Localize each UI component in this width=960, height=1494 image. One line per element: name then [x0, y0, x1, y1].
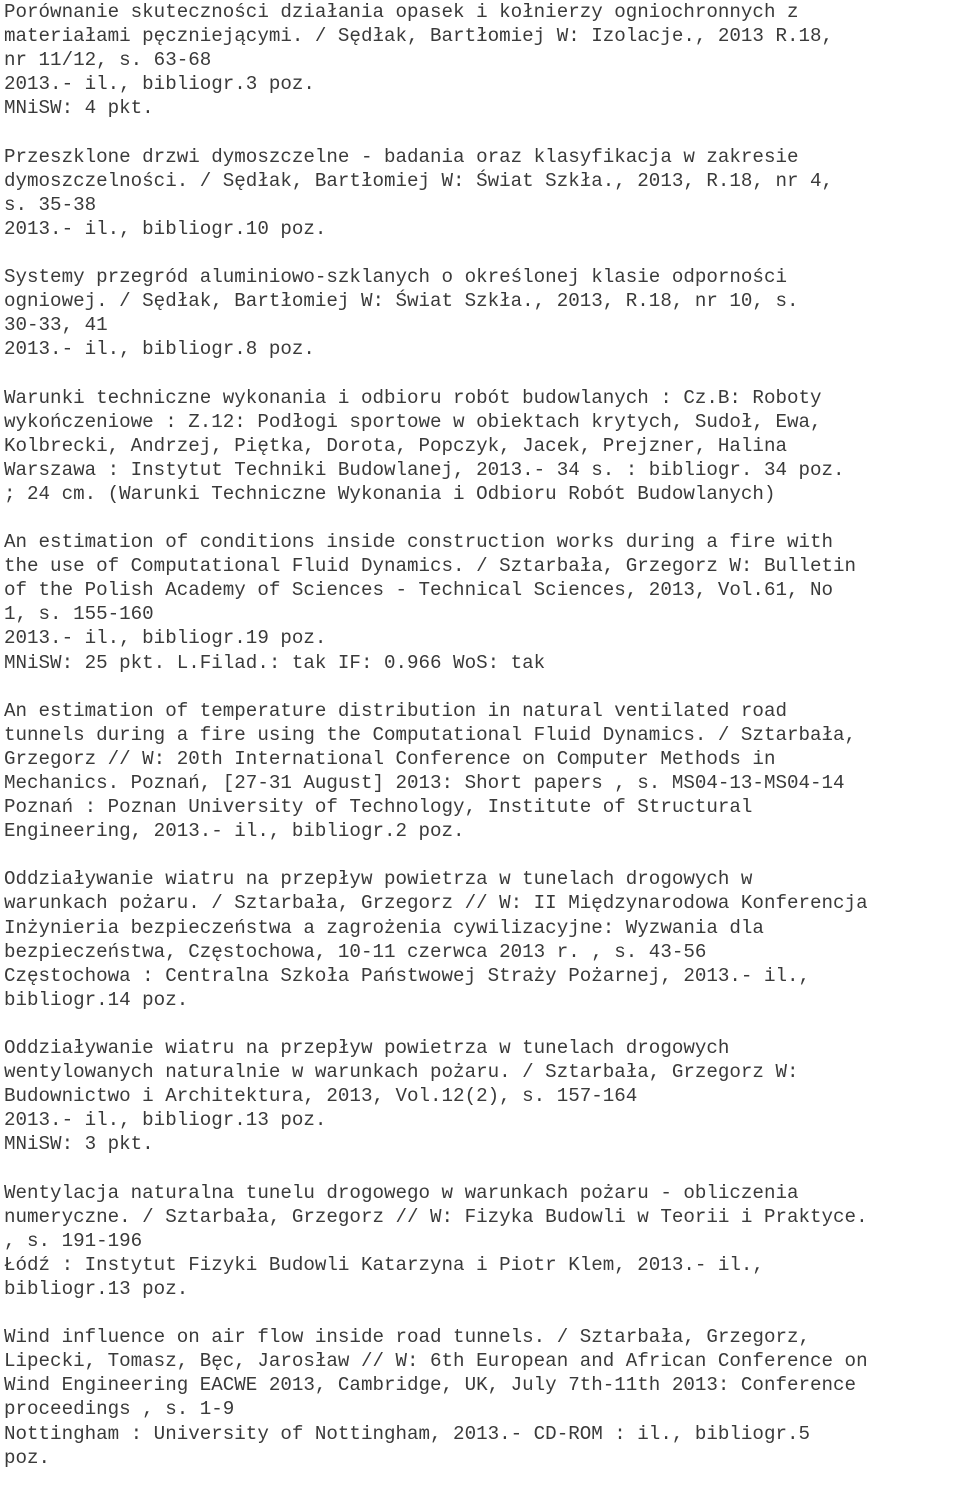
entry-line: numeryczne. / Sztarbała, Grzegorz // W: Fizyka Budowli w Teorii i Praktyce. — [4, 1205, 868, 1228]
bibliography-entry — [4, 699, 960, 844]
entry-line: ; 24 cm. (Warunki Techniczne Wykonania i Odbioru Robót Budowlanych) — [4, 482, 776, 505]
entry-line: Systemy przegród aluminiowo-szklanych o określonej klasie odporności — [4, 266, 787, 289]
entry-line: nr 11/12, s. 63-68 — [4, 49, 212, 72]
bibliography-entry — [4, 145, 960, 241]
entry-line: Kolbrecki, Andrzej, Piętka, Dorota, Popczyk, Jacek, Prejzner, Halina — [4, 434, 787, 457]
entry-line: 2013.- il., bibliogr.19 poz. — [4, 627, 327, 650]
entry-line: Nottingham : University of Nottingham, 2013.- CD-ROM : il., bibliogr.5 — [4, 1422, 811, 1445]
bibliography-list — [4, 0, 960, 1494]
entry-line: Mechanics. Poznań, [27-31 August] 2013: Short papers , s. MS04-13-MS04-14 — [4, 772, 845, 794]
entry-line: ogniowej. / Sędłak, Bartłomiej W: Świat Szkła., 2013, R.18, nr 10, s. — [4, 290, 799, 313]
bibliography-entry — [4, 867, 960, 1012]
entry-line: Engineering, 2013.- il., bibliogr.2 poz. — [4, 820, 465, 843]
entry-line: materiałami pęczniejącymi. / Sędłak, Bartłomiej W: Izolacje., 2013 R.18, — [4, 25, 834, 48]
bibliography-entry — [4, 1036, 960, 1156]
bibliography-entry — [4, 1181, 960, 1301]
entry-line: wentylowanych naturalnie w warunkach pożaru. / Sztarbała, Grzegorz W: — [4, 1061, 799, 1084]
entry-line: bezpieczeństwa, Częstochowa, 10-11 czerwca 2013 r. , s. 43-56 — [4, 940, 707, 963]
entry-line: Lipecki, Tomasz, Bęc, Jarosław // W: 6th European and African Conference on — [4, 1350, 868, 1373]
entry-line: 2013.- il., bibliogr.3 poz. — [4, 73, 315, 96]
entry-line: Wind influence on air flow inside road tunnels. / Sztarbała, Grzegorz, — [4, 1326, 811, 1349]
entry-line: poz. — [4, 1446, 51, 1469]
entry-line: bibliogr.13 poz. — [4, 1277, 189, 1300]
entry-line: 2013.- il., bibliogr.8 poz. — [4, 338, 315, 361]
bibliography-entry — [4, 1325, 960, 1470]
entry-line: dymoszczelności. / Sędłak, Bartłomiej W: Świat Szkła., 2013, R.18, nr 4, — [4, 169, 834, 192]
entry-line: wykończeniowe : Z.12: Podłogi sportowe w obiektach krytych, Sudoł, Ewa, — [4, 410, 822, 433]
entry-line: Inżynieria bezpieczeństwa a zagrożenia cywilizacyjne: Wyzwania dla — [4, 916, 764, 939]
entry-line: An estimation of temperature distribution in natural ventilated road — [4, 699, 787, 722]
entry-line: Budownictwo i Architektura, 2013, Vol.12(2), s. 157-164 — [4, 1085, 638, 1108]
entry-line: Oddziaływanie wiatru na przepływ powietrza w tunelach drogowych w — [4, 868, 753, 891]
entry-line: warunkach pożaru. / Sztarbała, Grzegorz // W: II Międzynarodowa Konferencja — [4, 892, 868, 915]
entry-line: Częstochowa : Centralna Szkoła Państwowej Straży Pożarnej, 2013.- il., — [4, 964, 811, 987]
entry-line: Warszawa : Instytut Techniki Budowlanej, 2013.- 34 s. : bibliogr. 34 poz. — [4, 458, 845, 481]
entry-line: Warunki techniczne wykonania i odbioru robót budowlanych : Cz.B: Roboty — [4, 386, 822, 409]
bibliography-entry — [4, 530, 960, 675]
entry-line: of the Polish Academy of Sciences - Technical Sciences, 2013, Vol.61, No — [4, 579, 834, 602]
entry-line: An estimation of conditions inside construction works during a fire with — [4, 531, 834, 554]
entry-line: , s. 191-196 — [4, 1229, 143, 1252]
entry-line: bibliogr.14 poz. — [4, 988, 189, 1011]
entry-line: proceedings , s. 1-9 — [4, 1398, 235, 1421]
entry-line: Grzegorz // W: 20th International Conference on Computer Methods in — [4, 747, 776, 770]
entry-line: MNiSW: 25 pkt. L.Filad.: tak IF: 0.966 WoS: tak — [4, 651, 546, 674]
entry-line: 30-33, 41 — [4, 314, 108, 337]
bibliography-entry — [4, 0, 960, 120]
entry-line: s. 35-38 — [4, 193, 97, 216]
entry-line: Łódź : Instytut Fizyki Budowli Katarzyna i Piotr Klem, 2013.- il., — [4, 1253, 764, 1276]
bibliography-entry — [4, 386, 960, 506]
entry-line: tunnels during a fire using the Computational Fluid Dynamics. / Sztarbała, — [4, 723, 857, 746]
entry-line: 2013.- il., bibliogr.13 poz. — [4, 1109, 327, 1132]
entry-line: Wentylacja naturalna tunelu drogowego w warunkach pożaru - obliczenia — [4, 1181, 799, 1204]
entry-line: Wind Engineering EACWE 2013, Cambridge, UK, July 7th-11th 2013: Conference — [4, 1374, 857, 1397]
bibliography-entry — [4, 265, 960, 361]
entry-line: MNiSW: 4 pkt. — [4, 97, 154, 120]
entry-line: Porównanie skuteczności działania opasek i kołnierzy ogniochronnych z — [4, 1, 799, 23]
entry-line: MNiSW: 3 pkt. — [4, 1133, 154, 1156]
entry-line: Poznań : Poznan University of Technology, Institute of Structural — [4, 796, 753, 819]
entry-line: the use of Computational Fluid Dynamics. / Sztarbała, Grzegorz W: Bulletin — [4, 555, 857, 578]
entry-line: Oddziaływanie wiatru na przepływ powietrza w tunelach drogowych — [4, 1037, 730, 1060]
entry-line: 2013.- il., bibliogr.10 poz. — [4, 217, 327, 240]
entry-line: 1, s. 155-160 — [4, 603, 154, 626]
entry-line: Przeszklone drzwi dymoszczelne - badania oraz klasyfikacja w zakresie — [4, 145, 799, 168]
